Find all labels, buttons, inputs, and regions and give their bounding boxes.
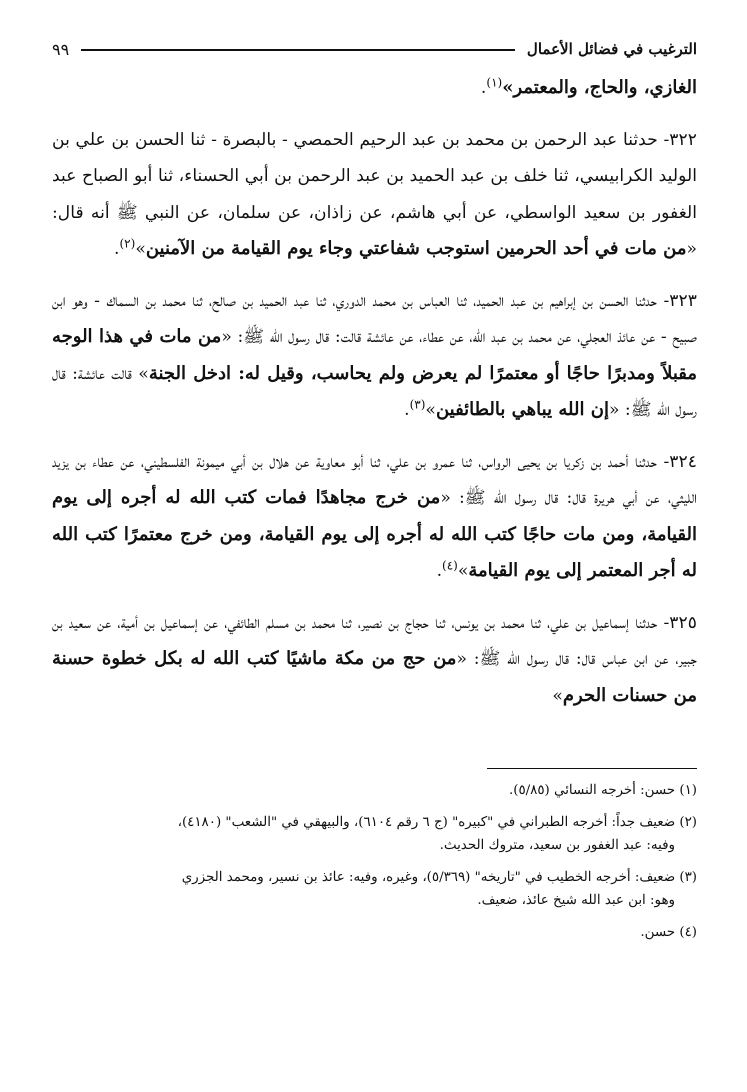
footnote-line: (٣) ضعيف: أخرجه الخطيب في "تاريخه" (٥/٣٦٩)، وغيره، وفيه: عائذ بن نسير، ومحمد الجزري [181, 870, 697, 885]
text-run: » [425, 400, 436, 420]
paragraph [52, 70, 697, 107]
paragraph [52, 283, 697, 429]
hadith-text: من مات في أحد الحرمين استوجب شفاعتي وجاء يوم القيامة من الآمنين [145, 238, 687, 259]
running-header [52, 38, 697, 60]
footnote [52, 921, 697, 944]
text-run: . [404, 400, 410, 420]
text-run: ٣٢٣- حدثنا الحسن بن إبراهيم بن عبد الحميد، ثنا العباس بن محمد الدوري، ثنا عبد الحميد بن صالح، ثنا محمد بن السماك - وهو ابن صبيح - عن عائذ العجلي، عن محمد بن عبد الله، عن عطاء، عن عائشة قالت: قال رسول الله ﷺ: « [52, 290, 698, 347]
text-run: » [135, 239, 146, 259]
footnote-line: (١) حسن: أخرجه النسائي (٥/٨٥). [508, 783, 697, 798]
footnote-marker: (١) [486, 75, 503, 90]
footnote-line: (٤) حسن. [640, 925, 697, 940]
footnote [52, 866, 697, 912]
text-run: ٣٢٤- حدثنا أحمد بن زكريا بن يحيى الرواس، ثنا عمرو بن علي، ثنا أبو معاوية عن هلال بن أبي ميمونة الفلسطيني، عن عطاء بن يزيد الليثي، عن أبي هريرة قال: قال رسول الله ﷺ: « [52, 451, 697, 508]
header-rule [81, 49, 515, 51]
hadith-text: إن الله يباهي بالطائفين [435, 399, 609, 420]
text-run: . [480, 78, 487, 98]
hadith-text: من خرج مجاهدًا فمات كتب الله له أجره إلى يوم القيامة، ومن مات حاجًا كتب الله له أجره إلى يوم القيامة، ومن خرج معتمرًا كتب الله له أجر المعتمر إلى يوم القيامة [52, 487, 697, 581]
paragraph [52, 122, 697, 268]
text-run: . [114, 239, 120, 259]
paragraph [52, 605, 697, 715]
footnote-line: وفيه: عبد الغفور بن سعيد، متروك الحديث. [439, 838, 675, 853]
footnote [52, 779, 697, 802]
footnote-marker: (٤) [442, 558, 458, 573]
footnote-marker: (٢) [119, 236, 136, 251]
text-run: » [457, 561, 469, 581]
text-run: . [436, 561, 443, 581]
text-run: ٣٢٢- حدثنا عبد الرحمن بن محمد بن عبد الرحيم الحمصي - بالبصرة - ثنا الحسن بن علي بن الوليد الكرابيسي، ثنا خلف بن عبد الحميد بن عبد الرحمن بن أبي الحسناء، ثنا أبو الصباح عبد الغفور بن سعيد الواسطي، عن أبي هاشم، عن زاذان، عن سلمان، عن النبي ﷺ أنه قال: « [52, 129, 697, 259]
footnote-separator [487, 768, 697, 769]
footnote [52, 811, 697, 857]
main-text [52, 70, 697, 714]
running-title: الترغيب في فضائل الأعمال [526, 40, 697, 58]
hadith-text: من حج من مكة ماشيًا كتب الله له بكل خطوة حسنة من حسنات الحرم [52, 648, 697, 706]
hadith-text: من مات في هذا الوجه مقبلاً ومدبرًا حاجًا أو معتمرًا لم يعرض ولم يحاسب، وقيل له: ادخل الجنة [52, 326, 697, 384]
footnote-line: وهو: ابن عبد الله شيخ عائذ، ضعيف. [477, 893, 675, 908]
page-number: ٩٩ [52, 39, 70, 59]
text-run: » [552, 685, 563, 706]
text-run: » قالت عائشة: قال رسول الله ﷺ: « [52, 363, 697, 420]
text-run: ٣٢٥- حدثنا إسماعيل بن علي، ثنا محمد بن يونس، ثنا حجاج بن نصير، ثنا محمد بن مسلم الطائفي، عن إسماعيل بن أمية، عن سعيد بن جبير، عن ابن عباس قال: قال رسول الله ﷺ: « [52, 612, 697, 669]
footnote-marker: (٣) [409, 397, 426, 412]
hadith-text: الغازي، والحاج، والمعتمر» [502, 77, 697, 98]
footnotes [52, 779, 697, 944]
footnote-line: (٢) ضعيف جداً: أخرجه الطبراني في "كبيره" (ج ٦ رقم ٦١٠٤)، والبيهقي في "الشعب" (٤١٨٠)، [177, 815, 697, 830]
paragraph [52, 444, 697, 590]
